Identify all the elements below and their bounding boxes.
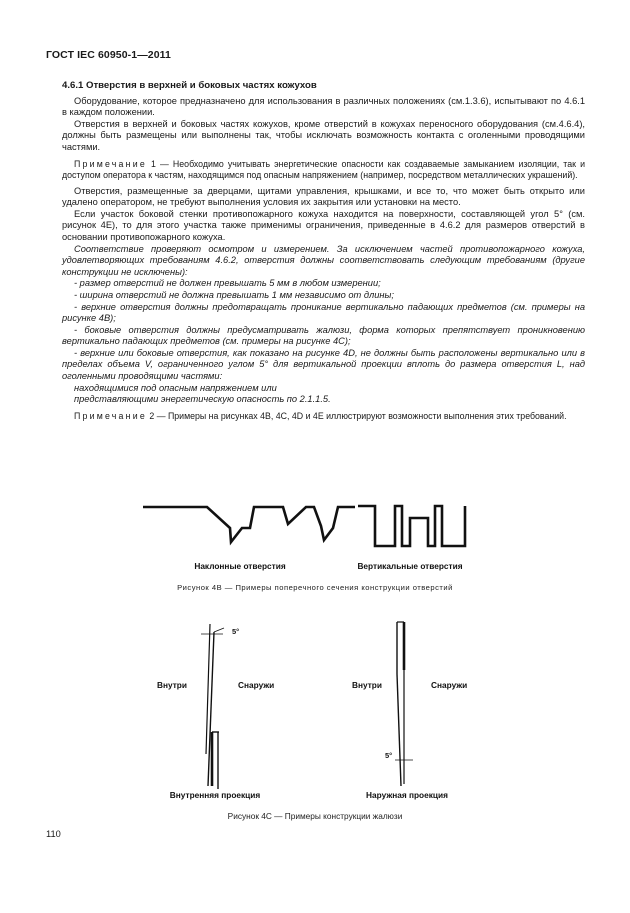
vertical-openings-shape	[358, 506, 465, 546]
note-2	[62, 411, 585, 422]
outer-outside-label: Снаружи	[431, 680, 468, 690]
requirement-item-1: - размер отверстий не должен превышать 5 мм в любом измерении;	[74, 278, 381, 289]
requirement-item-5: - верхние или боковые отверстия, как показано на рисунке 4D, не должны быть расположены вертикально или в пределах объема V, ограниченного углом 5° для вертикальной проекции вплоть до размера отверстия L, над оголенными проводящими частями:	[62, 347, 585, 382]
section-body	[62, 80, 585, 422]
outer-projection-label: Наружная проекция	[366, 790, 448, 800]
paragraph-1: Оборудование, которое предназначено для использования в различных положениях (см.1.3.6), испытывают по 4.6.1 в каждом положении.	[62, 95, 585, 118]
note-2-text: 2 — Примеры на рисунках 4В, 4С, 4D и 4Е иллюстрируют возможности выполнения этих требований.	[146, 410, 567, 421]
outer-angle-label: 5°	[385, 751, 393, 760]
inner-angle-label: 5°	[232, 627, 240, 636]
inclined-openings-label: Наклонные отверстия	[194, 561, 286, 571]
inner-projection-label: Внутренняя проекция	[169, 790, 261, 800]
note-1	[62, 159, 585, 181]
inner-outside-label: Снаружи	[238, 680, 275, 690]
paragraph-3: Отверстия, размещенные за дверцами, щитами управления, крышками, и все то, что может быть открыто или удалено оператором, не требуют выполнения условия их закрытия или установки на место.	[62, 185, 585, 208]
outer-inside-label: Внутри	[352, 680, 382, 690]
note-1-text: 1 — Необходимо учитывать энергетические опасности как создаваемые замыканием изоляции, так и доступом оператора к частям, находящимся под опасным напряжением (например, посредством металлических украшений).	[62, 158, 585, 180]
figure-4c	[0, 614, 630, 824]
vertical-openings-label: Вертикальные отверстия	[357, 561, 463, 571]
requirement-item-3: - верхние отверстия должны предотвращать проникание вертикально падающих предметов (см. примеры на рисунке 4В);	[62, 301, 585, 324]
outer-projection-diagram	[352, 622, 467, 800]
figure-4c-caption: Рисунок 4С — Примеры конструкции жалюзи	[227, 811, 403, 821]
standard-header: ГОСТ IEC 60950-1—2011	[46, 49, 171, 61]
note-2-label: Примечание	[74, 410, 147, 421]
requirement-item-4: - боковые отверстия должны предусматривать жалюзи, форма которых препятствует проникновению вертикально падающих предметов (см. примеры на рисунке 4С);	[62, 324, 585, 347]
sub-item-1: находящимися под опасным напряжением или	[74, 382, 277, 393]
requirement-item-2: - ширина отверстий не должна превышать 1 мм независимо от длины;	[74, 289, 394, 300]
inclined-openings-shape	[143, 507, 355, 542]
section-heading: 4.6.1 Отверстия в верхней и боковых частях кожухов	[62, 80, 317, 91]
inner-projection-diagram	[157, 624, 274, 800]
inner-inside-label: Внутри	[157, 680, 187, 690]
page-number: 110	[46, 829, 61, 839]
figure-4b	[0, 498, 630, 598]
sub-item-2: представляющими энергетическую опасность по 2.1.1.5.	[74, 394, 331, 405]
compliance-paragraph: Соответствие проверяют осмотром и измерением. За исключением частей противопожарного кожуха, удовлетворяющих требованиям 4.6.2, отверстия должны соответствовать следующим требованиям (другие конструкции не исключены):	[62, 243, 585, 277]
paragraph-2: Отверстия в верхней и боковых частях кожухов, кроме отверстий в кожухах переносного оборудования (см.4.6.4), должны быть размещены или выполнены так, чтобы исключать возможность контакта с оголенными проводящими частями.	[62, 118, 585, 152]
figure-4b-caption: Рисунок 4В — Примеры поперечного сечения конструкции отверстий	[177, 583, 453, 592]
note-1-label: Примечание	[74, 158, 147, 169]
paragraph-4: Если участок боковой стенки противопожарного кожуха находится на поверхности, составляющей угол 5° (см. рисунок 4Е), то для этого участка также применимы ограничения, приведенные в 4.6.2 для размеров отверстий в основании противопожарного кожуха.	[62, 208, 585, 242]
